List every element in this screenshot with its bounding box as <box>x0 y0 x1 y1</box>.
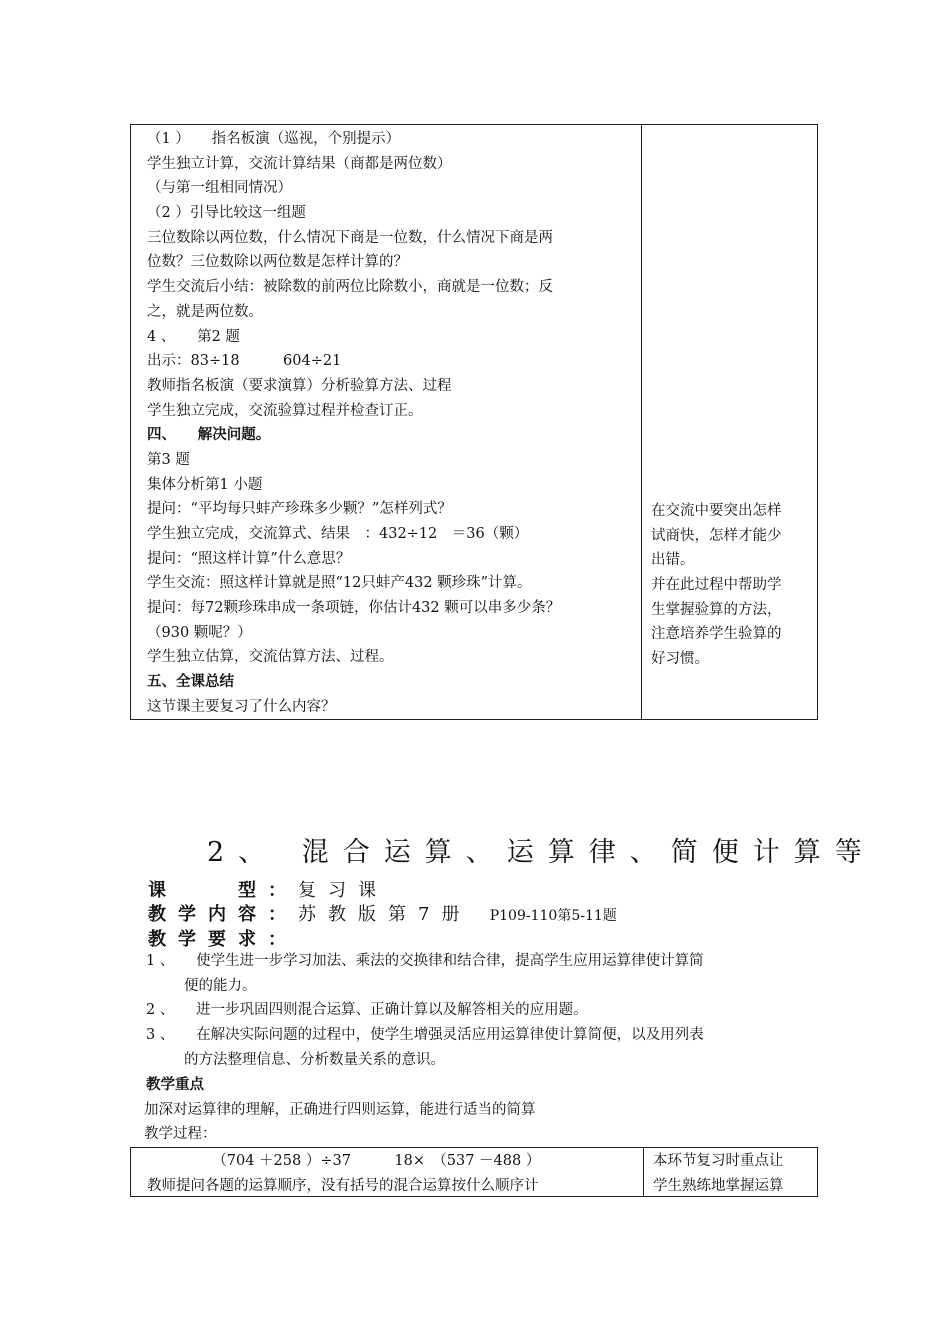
text-line: 出示：83÷18 604÷21 <box>147 353 342 370</box>
section-title: 2、 混合运算、运算律、简便计算等 <box>207 837 876 868</box>
note-line: 在交流中要突出怎样 <box>651 503 782 519</box>
column-divider <box>641 125 642 719</box>
text-line: 学生交流后小结：被除数的前两位比除数小，商就是一位数；反 <box>147 279 553 296</box>
process-column <box>147 127 637 720</box>
text-line: （与第一组相同情况） <box>147 180 292 197</box>
text-line: 4 、 第2 题 <box>147 328 240 345</box>
lesson-table-2 <box>130 1147 818 1197</box>
text-line: 教师提问各题的运算顺序，没有括号的混合运算按什么顺序计 <box>147 1177 539 1194</box>
lesson-content-row <box>148 900 617 926</box>
lesson-content-label: 教学内容： <box>148 904 298 925</box>
text-line: （1 ） 指名板演（巡视，个别提示） <box>147 131 401 147</box>
note-line: 注意培养学生验算的 <box>651 626 782 643</box>
requirement-continuation: 的方法整理信息、分析数量关系的意识。 <box>184 1051 445 1068</box>
note-line: 好习惯。 <box>651 651 709 668</box>
text-line: 三位数除以两位数，什么情况下商是一位数，什么情况下商是两 <box>147 229 553 246</box>
note-line: 并在此过程中帮助学 <box>651 577 782 594</box>
column-divider <box>643 1148 644 1196</box>
text-line: （930 颗呢？） <box>147 624 252 641</box>
text-line: 这节课主要复习了什么内容？ <box>147 698 336 715</box>
text-line: 四、 解决问题。 <box>147 426 271 444</box>
text-line: 五、全课总结 <box>147 673 234 691</box>
text-line: 位数？三位数除以两位数是怎样计算的？ <box>147 254 408 271</box>
text-line: （2 ）引导比较这一组题 <box>147 205 306 222</box>
text-line: 提问：“平均每只蚌产珍珠多少颗？”怎样列式？ <box>147 501 452 518</box>
lesson-content-value: 苏教版第7册 <box>298 904 472 925</box>
lesson-requirements-label: 教学要求： <box>148 929 298 950</box>
note-line: 生掌握验算的方法， <box>651 601 782 618</box>
requirement-item: 3 、 在解决实际问题的过程中，使学生增强灵活应用运算律使计算简便，以及用列表 <box>146 1027 704 1044</box>
text-line: 学生独立完成，交流验算过程并检查订正。 <box>147 402 423 419</box>
text-line: （704 ＋258 ）÷37 18× （537 －488 ） <box>147 1153 541 1169</box>
lesson-type-row <box>148 876 388 902</box>
lesson-type-label: 课 型： <box>148 880 298 901</box>
process-column <box>147 1149 639 1198</box>
focus-label: 教学重点 <box>146 1076 204 1093</box>
text-line: 第3 题 <box>147 451 190 468</box>
text-line: 之，就是两位数。 <box>147 303 263 320</box>
requirement-continuation: 便的能力。 <box>184 977 257 994</box>
note-line: 学生熟练地掌握运算 <box>653 1177 784 1194</box>
requirement-item: 1 、 使学生进一步学习加法、乘法的交换律和结合律，提高学生应用运算律使计算简 <box>146 953 704 969</box>
note-line: 出错。 <box>651 552 695 569</box>
requirements-list <box>146 949 816 1073</box>
requirement-item: 2 、 进一步巩固四则混合运算、正确计算以及解答相关的应用题。 <box>146 1002 588 1019</box>
lesson-content-pages: P109-110第5-11题 <box>489 908 617 924</box>
focus-block <box>146 1073 816 1147</box>
lesson-type-value: 复习课 <box>298 880 388 901</box>
lesson-table-1 <box>130 124 818 720</box>
process-label: 教学过程： <box>144 1126 217 1143</box>
text-line: 提问：“照这样计算”什么意思？ <box>147 550 351 567</box>
text-line: 学生独立完成，交流算式、结果 ：432÷12 ＝36（颗） <box>147 526 529 542</box>
notes-column <box>653 1149 815 1198</box>
text-line: 集体分析第1 小题 <box>147 476 263 493</box>
text-line: 提问：每72颗珍珠串成一条项链，你估计432 颗可以串多少条？ <box>147 600 561 617</box>
focus-text: 加深对运算律的理解，正确进行四则运算，能进行适当的简算 <box>144 1101 536 1118</box>
note-line: 本环节复习时重点让 <box>653 1153 784 1169</box>
text-line: 教师指名板演（要求演算）分析验算方法、过程 <box>147 377 452 394</box>
text-line: 学生独立估算，交流估算方法、过程。 <box>147 649 394 666</box>
text-line: 学生交流：照这样计算就是照“12只蚌产432 颗珍珠”计算。 <box>147 575 532 592</box>
note-line: 试商快，怎样才能少 <box>651 527 782 544</box>
notes-column <box>651 499 815 672</box>
text-line: 学生独立计算，交流计算结果（商都是两位数） <box>147 155 452 172</box>
